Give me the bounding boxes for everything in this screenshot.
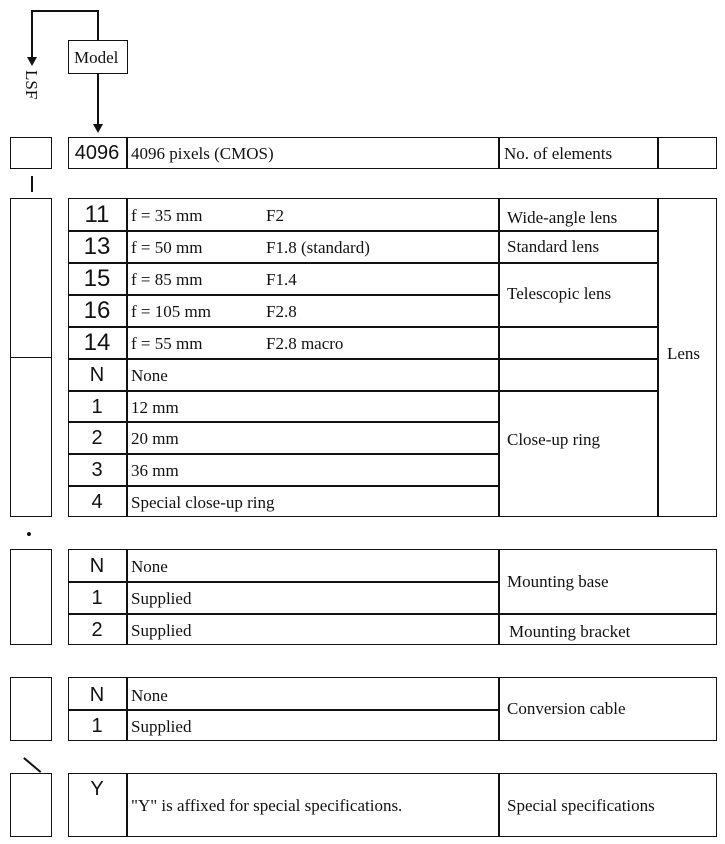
divider <box>498 773 500 837</box>
code-slot <box>10 137 52 169</box>
arrow-down-icon <box>27 57 37 66</box>
lens-focal: f = 85 mm <box>131 270 203 289</box>
lens-code: 15 <box>83 265 111 292</box>
divider <box>498 549 500 645</box>
row-line <box>68 326 499 328</box>
mount-desc: Supplied <box>131 589 192 608</box>
cable-label: Conversion cable <box>507 699 626 718</box>
mount-code: 2 <box>91 619 103 641</box>
row-line <box>498 326 658 328</box>
elements-description: 4096 pixels (CMOS) <box>131 144 274 163</box>
mount-base-label: Mounting base <box>507 572 609 591</box>
elements-code: 4096 <box>74 142 120 164</box>
row-line <box>498 230 658 232</box>
ring-code: 1 <box>91 396 103 418</box>
mount-code: N <box>89 555 105 577</box>
divider <box>126 773 128 837</box>
cable-code: 1 <box>91 715 103 737</box>
divider <box>657 137 659 169</box>
cable-code: N <box>89 684 105 706</box>
divider <box>498 137 500 169</box>
ring-desc: 36 mm <box>131 461 179 480</box>
mount-code: 1 <box>91 587 103 609</box>
connector-line <box>97 74 99 126</box>
cable-desc: None <box>131 686 168 705</box>
row-line <box>68 390 499 392</box>
ring-code: 2 <box>91 427 103 449</box>
lens-focal: f = 55 mm <box>131 334 203 353</box>
ring-code: N <box>89 364 105 386</box>
lens-focal: f = 50 mm <box>131 238 203 257</box>
lens-focal: f = 105 mm <box>131 302 211 321</box>
row-line <box>68 294 499 296</box>
row-line <box>68 421 499 423</box>
row-line <box>498 358 658 360</box>
ring-code: 4 <box>91 491 103 513</box>
mount-desc: None <box>131 557 168 576</box>
row-line <box>68 485 499 487</box>
lens-code: 13 <box>83 233 111 260</box>
lens-aperture: F2.8 <box>266 302 297 321</box>
cable-desc: Supplied <box>131 717 192 736</box>
elements-category: No. of elements <box>504 144 613 163</box>
divider <box>126 137 128 169</box>
connector-line <box>31 10 33 60</box>
lens-aperture: F1.8 (standard) <box>266 238 370 257</box>
lens-code: 11 <box>84 201 110 228</box>
row-line <box>68 358 499 360</box>
connector-line <box>97 10 99 41</box>
row-line <box>68 262 499 264</box>
lens-code: 16 <box>83 297 111 324</box>
lens-type: Telescopic lens <box>507 284 612 303</box>
ring-label: Close-up ring <box>507 430 601 449</box>
ring-code: 3 <box>91 459 103 481</box>
divider <box>126 549 128 645</box>
code-slot <box>10 677 52 741</box>
code-slot <box>10 773 52 837</box>
separator-dash <box>31 176 33 192</box>
code-slot <box>10 549 52 645</box>
lens-type: Standard lens <box>507 237 600 256</box>
separator-dot: • <box>26 525 32 544</box>
model-label: Model <box>74 48 119 67</box>
row-line <box>498 390 658 392</box>
lens-category: Lens <box>667 344 701 363</box>
lens-aperture: F2 <box>266 206 284 225</box>
row-line <box>68 581 499 583</box>
lens-focal: f = 35 mm <box>131 206 203 225</box>
mount-bracket-label: Mounting bracket <box>509 622 631 641</box>
code-slot <box>10 198 52 358</box>
ring-desc: 20 mm <box>131 429 179 448</box>
lens-type: Wide-angle lens <box>507 208 618 227</box>
special-desc: "Y" is affixed for special specifications. <box>131 796 403 815</box>
special-code: Y <box>90 778 104 800</box>
arrow-down-icon <box>93 124 103 133</box>
row-line <box>68 709 499 711</box>
special-label: Special specifications <box>507 796 655 815</box>
ring-desc: None <box>131 366 168 385</box>
lens-aperture: F1.4 <box>266 270 297 289</box>
row-line <box>498 262 658 264</box>
ring-desc: 12 mm <box>131 398 179 417</box>
row-line <box>68 453 499 455</box>
code-slot <box>10 357 52 517</box>
series-label: LSF <box>22 70 41 100</box>
connector-line <box>31 10 98 12</box>
row-line <box>68 613 717 615</box>
lens-aperture: F2.8 macro <box>266 334 344 353</box>
row-line <box>68 230 499 232</box>
lens-code: 14 <box>83 329 111 356</box>
mount-desc: Supplied <box>131 621 192 640</box>
ring-desc: Special close-up ring <box>131 493 275 512</box>
separator-slash <box>24 757 42 772</box>
